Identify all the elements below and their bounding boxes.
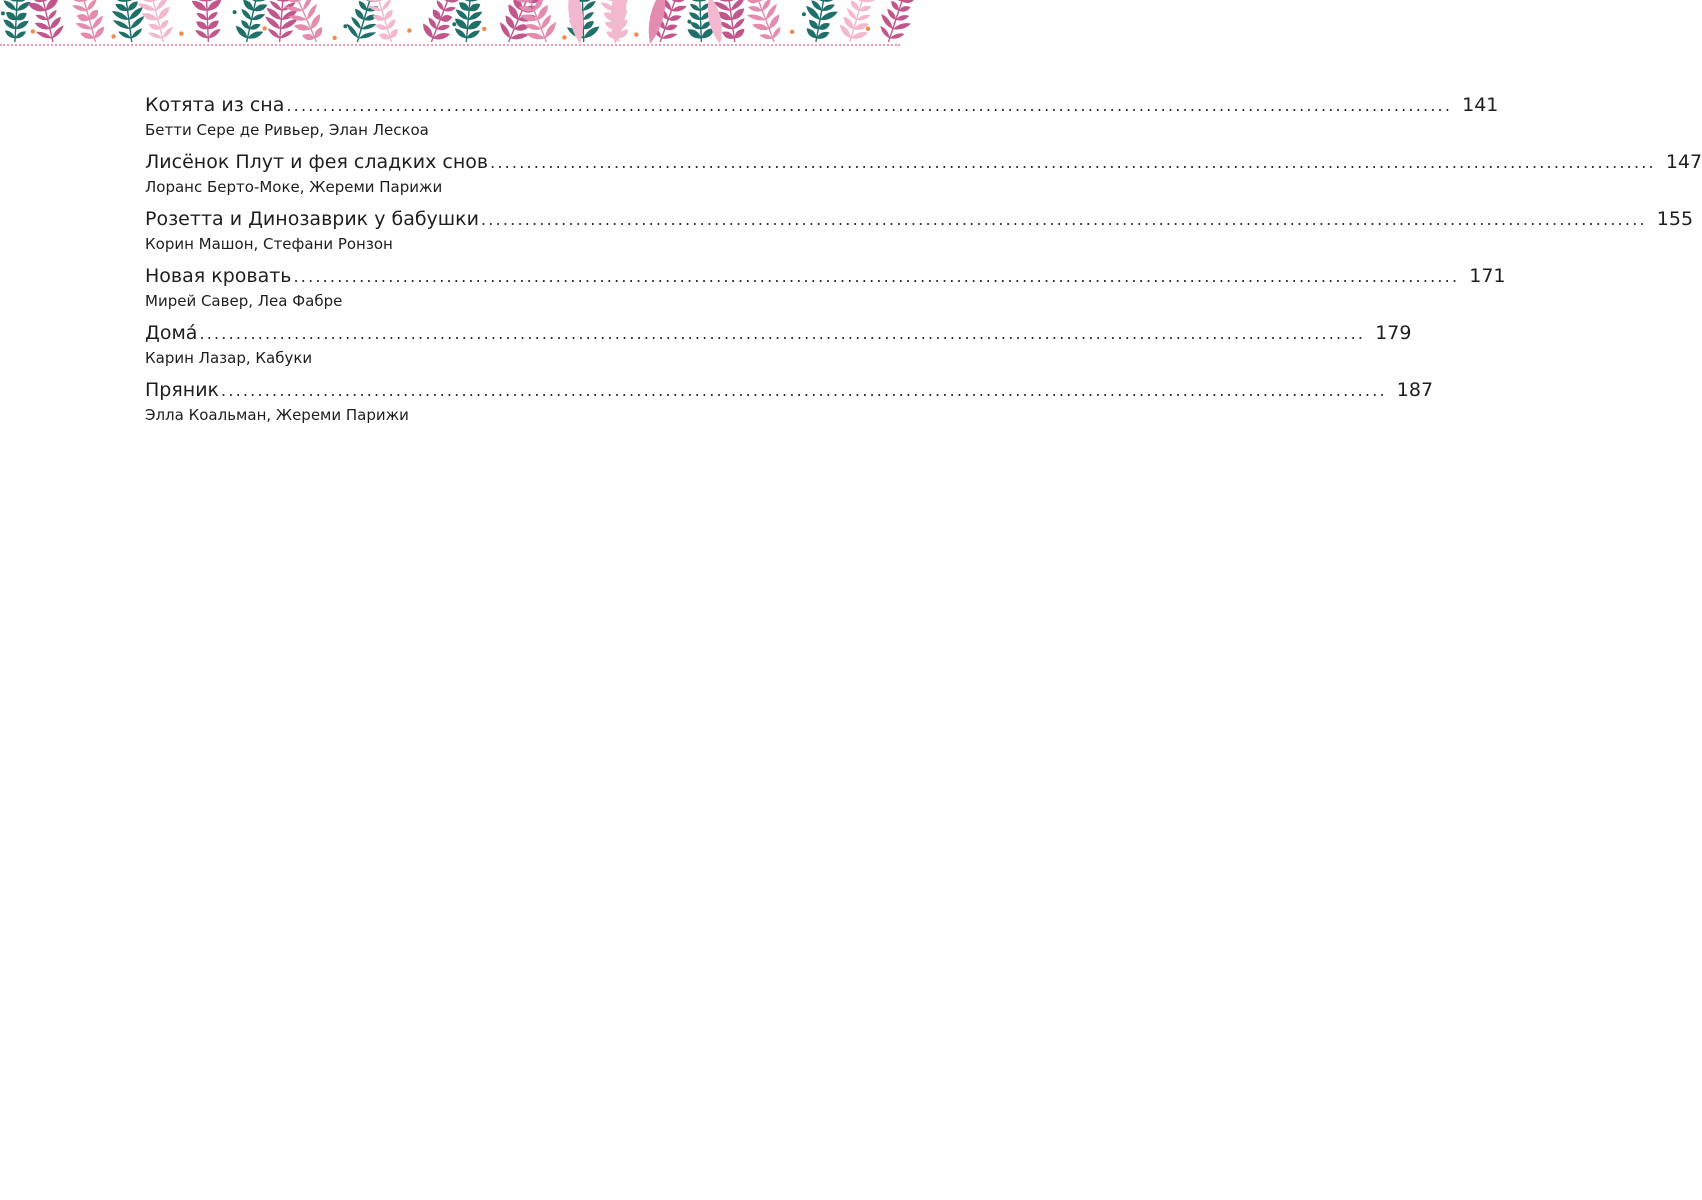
leaf-shape — [745, 0, 760, 5]
leaf-shape — [901, 0, 917, 5]
leaf-shape — [447, 0, 461, 4]
leaf-shape — [2, 0, 18, 13]
story-authors: Корин Машон, Стефани Ронзон — [145, 235, 393, 253]
dot-leader: ................................................................................................................................................................ — [199, 324, 1366, 343]
leaf-shape — [674, 0, 687, 4]
floral-header-banner — [0, 0, 900, 48]
leaf-shape — [255, 0, 273, 4]
leaf-shape — [267, 27, 282, 40]
toc-entry[interactable] — [145, 375, 1434, 432]
berry-dot — [687, 20, 691, 24]
dot-leader: ................................................................................................................................................................ — [286, 96, 1453, 115]
page-number: 155 — [1656, 208, 1694, 230]
story-title: Пряник — [145, 379, 220, 401]
story-title: Новая кровать — [145, 265, 292, 287]
berry-dot — [790, 30, 794, 34]
story-title: Дома́ — [145, 322, 198, 344]
page-number: 179 — [1375, 322, 1412, 344]
story-authors: Карин Лазар, Кабуки — [145, 349, 313, 367]
toc-entry[interactable] — [145, 318, 1412, 375]
leaf-shape — [138, 0, 154, 4]
toc-entry[interactable] — [145, 147, 1702, 204]
floral-leaves-illustration — [0, 0, 900, 48]
toc-title-row — [145, 318, 1412, 348]
berry-dot — [118, 22, 122, 26]
dot-leader: ................................................................................................................................................................ — [490, 153, 1656, 172]
berry-dot — [802, 12, 806, 16]
page-number: 141 — [1462, 94, 1499, 116]
berry-dot — [233, 10, 237, 14]
story-title: Розетта и Динозаврик у бабушки — [145, 208, 480, 230]
berry-dot — [111, 34, 115, 38]
berry-dot — [332, 36, 336, 40]
story-authors: Элла Коальман, Жереми Парижи — [145, 406, 409, 424]
leaf-shape — [112, 0, 128, 4]
toc-entry[interactable] — [145, 261, 1506, 318]
toc-title-row — [145, 204, 1694, 234]
toc-title-row — [145, 261, 1506, 291]
berry-dot — [31, 29, 35, 33]
table-of-contents — [145, 90, 1702, 432]
pink-dotted-divider — [0, 44, 900, 46]
leaf-shape — [861, 0, 881, 4]
toc-title-row — [145, 90, 1499, 120]
story-authors: Лоранс Берто-Моке, Жереми Парижи — [145, 178, 443, 196]
toc-title-row — [145, 147, 1702, 177]
berry-dot — [452, 22, 456, 26]
dot-leader: ................................................................................................................................................................ — [221, 381, 1387, 400]
dot-leader: ................................................................................................................................................................ — [293, 267, 1460, 286]
leaf-shape — [468, 0, 486, 4]
berry-dot — [562, 35, 566, 39]
story-title: Котята из сна — [145, 94, 285, 116]
story-title: Лисёнок Плут и фея сладких снов — [145, 151, 489, 173]
page-number: 187 — [1396, 379, 1434, 401]
berry-dot — [866, 27, 870, 31]
leaf-shape — [380, 0, 393, 12]
berry-dot — [343, 24, 347, 28]
toc-entry[interactable] — [145, 204, 1694, 261]
toc-entry[interactable] — [145, 90, 1499, 147]
berry-dot — [407, 28, 411, 32]
page-number: 171 — [1469, 265, 1506, 287]
leaf-shape — [205, 0, 223, 13]
leaf-shape — [822, 0, 839, 4]
page-number: 147 — [1665, 151, 1702, 173]
story-authors: Мирей Савер, Леа Фабре — [145, 292, 343, 310]
berry-dot — [179, 31, 183, 35]
leaf-shape — [581, 0, 597, 13]
berry-dot — [482, 27, 486, 31]
berry-dot — [634, 32, 638, 36]
leaf-shape — [68, 0, 85, 4]
stem-line — [206, 0, 208, 42]
berry-dot — [1, 11, 5, 15]
leaf-shape — [130, 27, 144, 40]
story-authors: Бетти Сере де Ривьер, Элан Лескоа — [145, 121, 429, 139]
leaf-shape — [683, 0, 702, 4]
berry-dot — [262, 26, 266, 30]
toc-title-row — [145, 375, 1434, 405]
dot-leader: ................................................................................................................................................................ — [481, 210, 1647, 229]
